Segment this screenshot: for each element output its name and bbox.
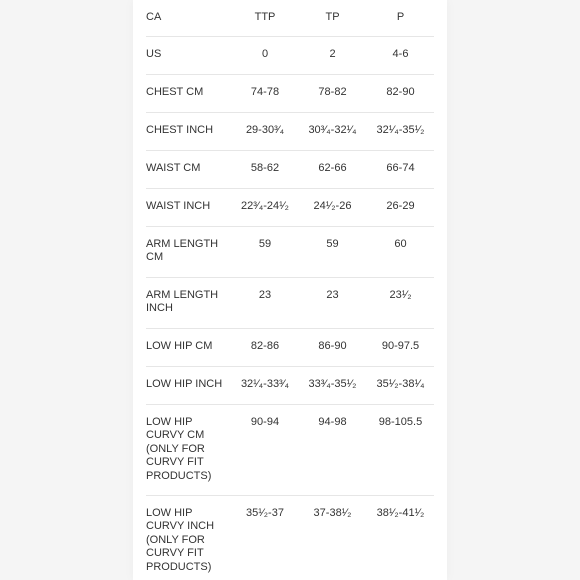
- header-cell-tp: TP: [298, 0, 367, 36]
- cell-ttp: 29-30³⁄₄: [232, 112, 298, 150]
- row-label: ARM LENGTH CM: [146, 226, 232, 277]
- cell-tp: 30³⁄₄-32¹⁄₄: [298, 112, 367, 150]
- cell-p: 98-105.5: [367, 404, 434, 495]
- cell-ttp: 82-86: [232, 328, 298, 366]
- table-row: [146, 112, 434, 150]
- cell-ttp: 32¹⁄₄-33³⁄₄: [232, 366, 298, 404]
- cell-tp: 78-82: [298, 74, 367, 112]
- cell-p: 82-90: [367, 74, 434, 112]
- size-chart-panel: [133, 0, 447, 580]
- cell-ttp: 22³⁄₄-24¹⁄₂: [232, 188, 298, 226]
- cell-p: 66-74: [367, 150, 434, 188]
- cell-tp: 24¹⁄₂-26: [298, 188, 367, 226]
- cell-tp: 2: [298, 36, 367, 74]
- cell-tp: 23: [298, 277, 367, 328]
- table-row: [146, 404, 434, 495]
- cell-ttp: 23: [232, 277, 298, 328]
- cell-ttp: 74-78: [232, 74, 298, 112]
- cell-p: 35¹⁄₂-38¹⁄₄: [367, 366, 434, 404]
- cell-p: 26-29: [367, 188, 434, 226]
- cell-tp: 33³⁄₄-35¹⁄₂: [298, 366, 367, 404]
- row-label: LOW HIP CURVY INCH (ONLY FOR CURVY FIT PRODUCTS): [146, 495, 232, 580]
- row-label: US: [146, 36, 232, 74]
- cell-p: 23¹⁄₂: [367, 277, 434, 328]
- cell-p: 4-6: [367, 36, 434, 74]
- header-cell-ttp: TTP: [232, 0, 298, 36]
- cell-p: 90-97.5: [367, 328, 434, 366]
- table-header-row: [146, 0, 434, 36]
- row-label: LOW HIP CM: [146, 328, 232, 366]
- table-row: [146, 150, 434, 188]
- table-row: [146, 328, 434, 366]
- cell-tp: 62-66: [298, 150, 367, 188]
- cell-ttp: 58-62: [232, 150, 298, 188]
- table-row: [146, 495, 434, 580]
- cell-tp: 94-98: [298, 404, 367, 495]
- row-label: WAIST INCH: [146, 188, 232, 226]
- table-row: [146, 226, 434, 277]
- table-row: [146, 74, 434, 112]
- cell-tp: 86-90: [298, 328, 367, 366]
- cell-ttp: 90-94: [232, 404, 298, 495]
- cell-tp: 59: [298, 226, 367, 277]
- cell-p: 38¹⁄₂-41¹⁄₂: [367, 495, 434, 580]
- table-row: [146, 277, 434, 328]
- row-label: WAIST CM: [146, 150, 232, 188]
- row-label: LOW HIP CURVY CM (ONLY FOR CURVY FIT PRODUCTS): [146, 404, 232, 495]
- cell-ttp: 0: [232, 36, 298, 74]
- table-row: [146, 36, 434, 74]
- cell-p: 32¹⁄₄-35¹⁄₂: [367, 112, 434, 150]
- cell-tp: 37-38¹⁄₂: [298, 495, 367, 580]
- table-row: [146, 366, 434, 404]
- table-row: [146, 188, 434, 226]
- row-label: LOW HIP INCH: [146, 366, 232, 404]
- row-label: ARM LENGTH INCH: [146, 277, 232, 328]
- header-cell-ca: CA: [146, 0, 232, 36]
- cell-ttp: 35¹⁄₂-37: [232, 495, 298, 580]
- header-cell-p: P: [367, 0, 434, 36]
- cell-p: 60: [367, 226, 434, 277]
- size-chart-table: [146, 0, 434, 580]
- cell-ttp: 59: [232, 226, 298, 277]
- row-label: CHEST CM: [146, 74, 232, 112]
- row-label: CHEST INCH: [146, 112, 232, 150]
